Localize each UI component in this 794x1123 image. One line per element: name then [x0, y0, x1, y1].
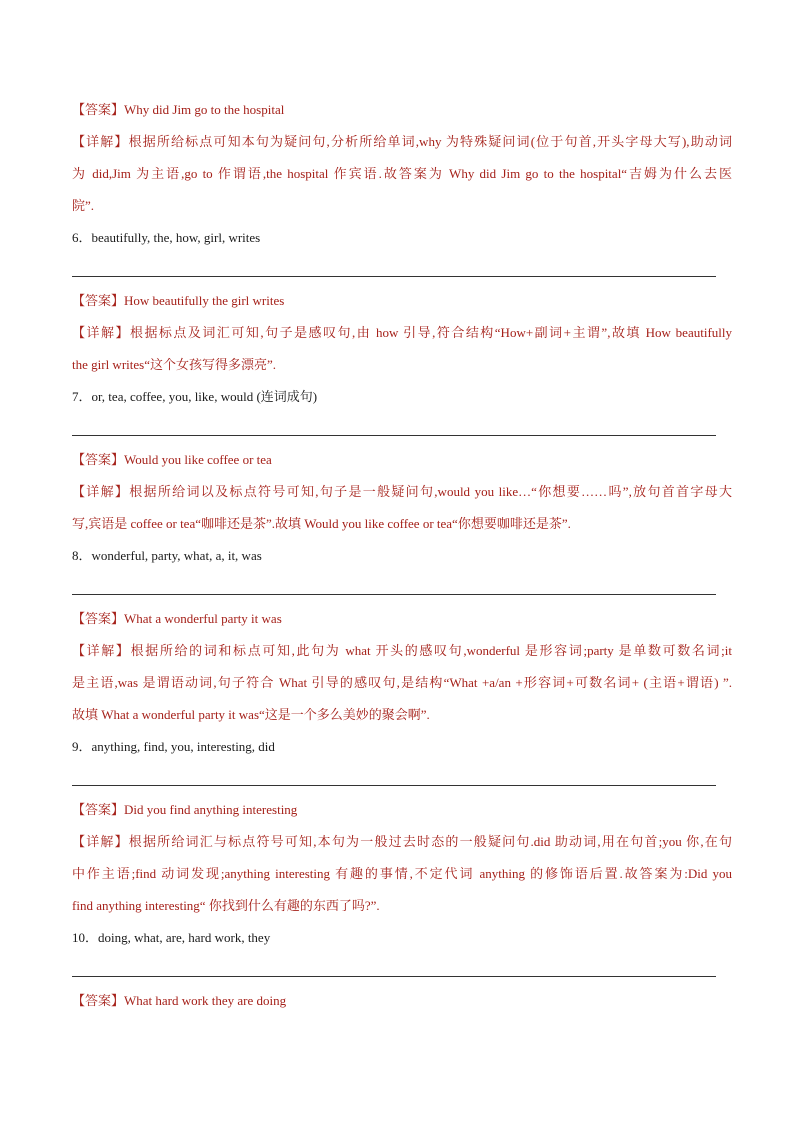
answer-rule — [72, 276, 716, 277]
detail-line: find anything interesting“ 你找到什么有趣的东西了吗?”. — [72, 898, 380, 913]
detail-line: 【详解】根据所给标点可知本句为疑问句,分析所给单词,why 为特殊疑问词(位于句首,开头字母大写),助动词 — [72, 134, 732, 149]
answer-line: 【答案】What a wonderful party it was — [72, 611, 282, 626]
detail-line: 【详解】根据标点及词汇可知,句子是感叹句,由 how 引导,符合结构“How+副词+主谓”,故填 How beautifully — [72, 325, 732, 340]
detail-line: 【详解】根据所给词汇与标点符号可知,本句为一般过去时态的一般疑问句.did 助动词,用在句首;you 你,在句 — [72, 834, 732, 849]
question-line: 10．doing, what, are, hard work, they — [72, 930, 271, 945]
detail-line: 故填 What a wonderful party it was“这是一个多么美妙的聚会啊”. — [72, 707, 430, 722]
answer-line: 【答案】Did you find anything interesting — [72, 802, 298, 817]
detail-line: 为 did,Jim 为主语,go to 作谓语,the hospital 作宾语.故答案为 Why did Jim go to the hospital“吉姆为什么去医 — [72, 166, 732, 181]
detail-line: 院”. — [72, 198, 95, 213]
answer-rule — [72, 435, 716, 436]
answer-rule — [72, 785, 716, 786]
detail-line: 是主语,was 是谓语动词,句子符合 What 引导的感叹句,是结构“What +a/an +形容词+可数名词+ (主语+谓语) ”. — [72, 675, 732, 690]
answer-line: 【答案】Why did Jim go to the hospital — [72, 102, 285, 117]
answer-line: 【答案】Would you like coffee or tea — [72, 452, 272, 467]
answer-line: 【答案】How beautifully the girl writes — [72, 293, 285, 308]
answer-rule — [72, 976, 716, 977]
question-line: 7．or, tea, coffee, you, like, would (连词成句) — [72, 389, 318, 404]
question-line: 8．wonderful, party, what, a, it, was — [72, 548, 262, 563]
detail-line: 中作主语;find 动词发现;anything interesting 有趣的事情,不定代词 anything 的修饰语后置.故答案为:Did you — [72, 866, 732, 881]
answer-line: 【答案】What hard work they are doing — [72, 993, 287, 1008]
detail-line: 【详解】根据所给词以及标点符号可知,句子是一般疑问句,would you like…“你想要……吗”,放句首首字母大 — [72, 484, 732, 499]
question-line: 9．anything, find, you, interesting, did — [72, 739, 275, 754]
detail-line: 写,宾语是 coffee or tea“咖啡还是茶”.故填 Would you like coffee or tea“你想要咖啡还是茶”. — [72, 516, 571, 531]
detail-line: 【详解】根据所给的词和标点可知,此句为 what 开头的感叹句,wonderful 是形容词;party 是单数可数名词;it — [72, 643, 732, 658]
answer-rule — [72, 594, 716, 595]
detail-line: the girl writes“这个女孩写得多漂亮”. — [72, 357, 276, 372]
question-line: 6．beautifully, the, how, girl, writes — [72, 230, 261, 245]
